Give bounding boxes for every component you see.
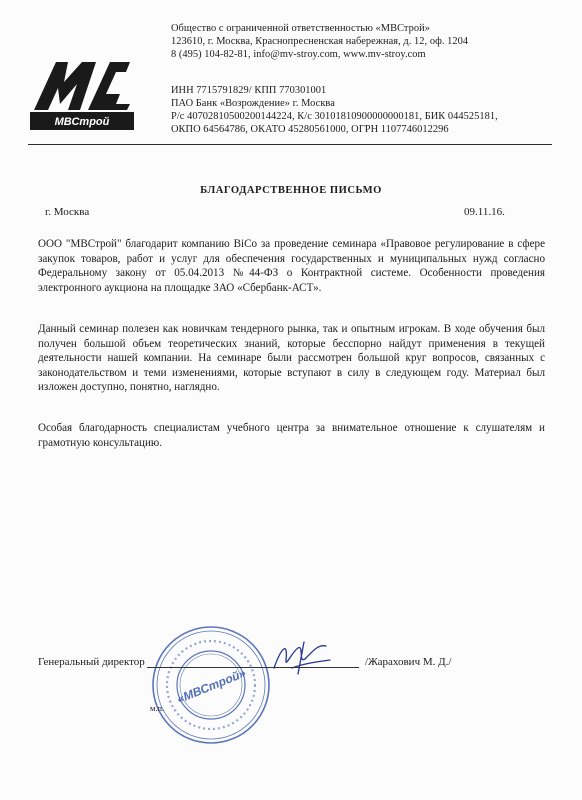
signatory-role: Генеральный директор xyxy=(38,656,145,668)
stamp-place-label: м.п. xyxy=(150,703,165,713)
letter-city: г. Москва xyxy=(45,206,90,218)
letter-date: 09.11.16. xyxy=(464,206,505,218)
body-paragraph: Особая благодарность специалистам учебного центра за внимательное отношение к слушателям и грамотную консультацию. xyxy=(38,422,545,449)
company-name: Общество с ограниченной ответственностью «МВСтрой» xyxy=(171,23,430,34)
company-codes: ОКПО 64564786, ОКАТО 45280561000, ОГРН 1107746012296 xyxy=(171,124,449,135)
logo-mark xyxy=(34,62,130,110)
logo-text: МВСтрой xyxy=(54,116,110,128)
company-contacts: 8 (495) 104-82-81, info@mv-stroy.com, www.mv-stroy.com xyxy=(171,49,426,60)
company-bank-details xyxy=(171,84,498,136)
bank-accounts: Р/с 40702810500200144224, К/с 30101810900000000181, БИК 044525181, xyxy=(171,111,498,122)
company-logo xyxy=(30,48,134,136)
inn-kpp: ИНН 7715791829/ КПП 770301001 xyxy=(171,85,327,96)
bank-name: ПАО Банк «Возрождение» г. Москва xyxy=(171,98,335,109)
signature-line xyxy=(147,667,359,668)
letter-title: БЛАГОДАРСТВЕННОЕ ПИСЬМО xyxy=(200,185,382,196)
signatory-name: /Жарахович М. Д./ xyxy=(365,656,452,668)
company-address: 123610, г. Москва, Краснопресненская набережная, д. 12, оф. 1204 xyxy=(171,36,469,47)
stamp-center-text: «МВСтрой» xyxy=(174,665,248,707)
company-header xyxy=(171,22,468,61)
body-paragraph: Данный семинар полезен как новичкам тендерного рынка, так и опытным игрокам. В ходе обучения был получен большой объем теоретических знаний, которые бесспорно найдут применения в текущей деятельности нашей компании. На семинаре были рассмотрен большой круг вопросов, связанных с законодательством и теми изменениями, которые вступают в силу в следующем году. Материал был изложен доступно, понятно, наглядно. xyxy=(38,323,545,394)
body-paragraph: ООО "МВСтрой" благодарит компанию BiCo за проведение семинара «Правовое регулирование в сфере закупок товаров, работ и услуг для обеспечения государственных и муниципальных нужд согласно Федеральному закону от 05.04.2013 №44-ФЗ о Контрактной системе. Особенности проведения электронного аукциона на площадке ЗАО «Сбербанк-АСТ». xyxy=(38,238,545,294)
header-divider xyxy=(28,144,552,145)
company-stamp xyxy=(150,624,272,746)
handwritten-signature xyxy=(268,638,334,678)
